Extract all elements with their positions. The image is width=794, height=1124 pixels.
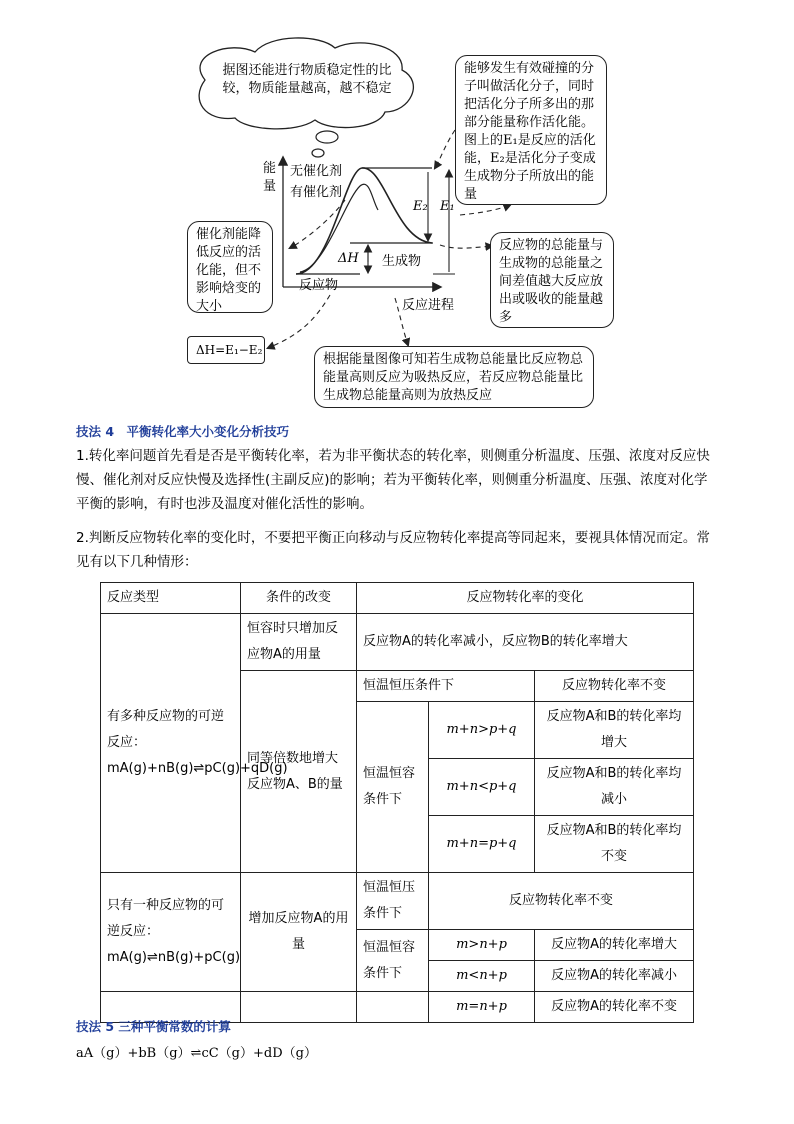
empty-cell	[357, 992, 429, 1023]
equilibrium-equation: aA（g）+bB（g）⇌cC（g）+dD（g）	[76, 1046, 317, 1061]
empty-cell	[241, 992, 357, 1023]
single-compare-2: m<n+p	[429, 961, 535, 992]
section4-paragraph-1: 1.转化率问题首先看是否是平衡转化率，若为非平衡状态的转化率，则侧重分析温度、压强、浓度对反应快慢、催化剂对反应快慢及选择性(主副反应)的影响；若为平衡转化率，则侧重分析温度、压强、浓度对化学平衡的影响，有时也涉及温度对催化活性的影响。	[76, 448, 710, 512]
e1-label: E₁	[440, 199, 455, 214]
header-condition: 条件的改变	[241, 583, 357, 614]
r1-result: 反应物A的转化率减小，反应物B的转化率增大	[357, 614, 694, 671]
dh-label: ΔH	[338, 251, 359, 266]
table-header-row	[101, 583, 694, 614]
section5-heading: 技法 5 三种平衡常数的计算	[76, 1019, 231, 1034]
thought-bubble-text: 据图还能进行物质稳定性的比较，物质能量越高，越不稳定	[222, 63, 392, 96]
connector-activation	[460, 205, 510, 215]
const-pressure-result: 反应物转化率不变	[535, 671, 694, 702]
y-axis-label: 能量	[263, 161, 277, 194]
header-type: 反应类型	[101, 583, 241, 614]
connector-catalyst	[290, 200, 345, 248]
compare-2: m+n<p+q	[429, 759, 535, 816]
thought-dot-1	[316, 131, 338, 143]
compare-3: m+n=p+q	[429, 816, 535, 873]
result-3: 反应物A和B的转化率均不变	[535, 816, 694, 873]
const-pressure: 恒温恒压条件下	[357, 671, 535, 702]
single-condition: 增加反应物A的用量	[241, 873, 357, 992]
conversion-table	[100, 582, 694, 1023]
const-volume: 恒温恒容条件下	[357, 702, 429, 873]
single-result-3: 反应物A的转化率不变	[535, 992, 694, 1023]
single-result-2: 反应物A的转化率减小	[535, 961, 694, 992]
endothermic-note-box: 根据能量图像可知若生成物总能量比反应物总能量高则反应为吸热反应，若反应物总能量比生成物总能量高则为放热反应	[314, 346, 594, 408]
result-2: 反应物A和B的转化率均减小	[535, 759, 694, 816]
table-row	[101, 873, 694, 930]
single-compare-1: m>n+p	[429, 930, 535, 961]
single-reactant-type: 只有一种反应物的可逆反应：mA(g)⇌nB(g)+pC(g)	[101, 873, 241, 992]
table-row	[101, 614, 694, 671]
multi-condition: 同等倍数地增大反应物A、B的量	[241, 671, 357, 873]
connector-activation-top	[435, 130, 455, 168]
product-label: 生成物	[382, 254, 422, 269]
reactant-label: 反应物	[299, 278, 339, 293]
multi-reactant-type: 有多种反应物的可逆反应：mA(g)+nB(g)⇌pC(g)+qD(g)	[101, 614, 241, 873]
thought-dot-2	[312, 149, 324, 157]
header-result: 反应物转化率的变化	[357, 583, 694, 614]
result-1: 反应物A和B的转化率均增大	[535, 702, 694, 759]
single-const-pressure: 恒温恒压条件下	[357, 873, 429, 930]
catalyst-label: 有催化剂	[290, 185, 343, 200]
single-result-1: 反应物A的转化率增大	[535, 930, 694, 961]
catalyst-note-box: 催化剂能降低反应的活化能，但不影响焓变的大小	[187, 221, 273, 313]
connector-dh	[268, 295, 330, 348]
connector-total	[440, 245, 492, 248]
e2-label: E₂	[413, 199, 428, 214]
compare-1: m+n>p+q	[429, 702, 535, 759]
single-const-volume: 恒温恒容条件下	[357, 930, 429, 992]
single-compare-3: m=n+p	[429, 992, 535, 1023]
dh-formula-box: ΔH=E₁−E₂	[187, 336, 265, 364]
single-const-pressure-result: 反应物转化率不变	[429, 873, 694, 930]
section4-paragraph-2: 2.判断反应物转化率的变化时，不要把平衡正向移动与反应物转化率提高等同起来，要视具体情况而定。常见有以下几种情形：	[76, 530, 710, 570]
section4-heading: 技法 4 平衡转化率大小变化分析技巧	[76, 424, 290, 439]
r1-condition: 恒容时只增加反应物A的用量	[241, 614, 357, 671]
activation-energy-box: 能够发生有效碰撞的分子叫做活化分子，同时把活化分子所多出的那部分能量称作活化能。图上的E₁是反应的活化能，E₂是活化分子变成生成物分子所放出的能量	[455, 55, 607, 205]
x-axis-label: 反应进程	[402, 298, 455, 313]
no-catalyst-label: 无催化剂	[290, 164, 343, 179]
total-energy-box: 反应物的总能量与生成物的总能量之间差值越大反应放出或吸收的能量越多	[490, 232, 614, 328]
